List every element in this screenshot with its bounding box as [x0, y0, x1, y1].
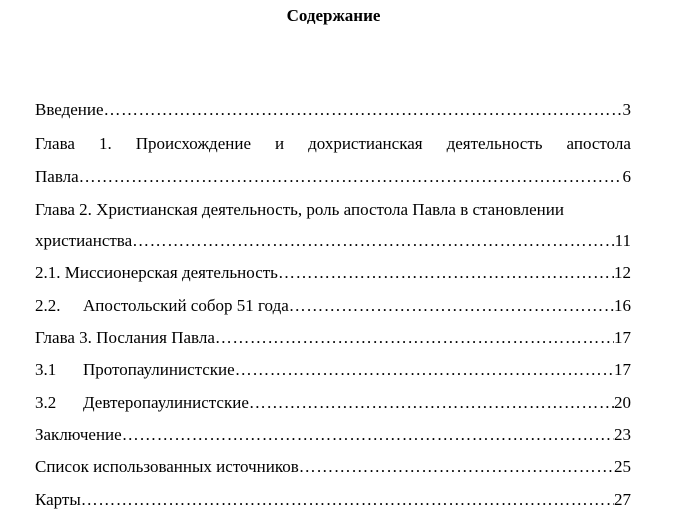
toc-page-number: 11 [614, 231, 631, 250]
toc-entry-references[interactable] [35, 456, 631, 478]
toc-entry-title-line: Глава 1. Происхождение и дохристианская деятельность апостола [35, 134, 631, 153]
toc-entry-label: 2.1. Миссионерская деятельность [35, 263, 278, 282]
toc-entry-maps[interactable] [35, 489, 631, 511]
toc-entry-label: Введение [35, 100, 104, 119]
toc-entry-title-line: Глава 2. Христианская деятельность, роль апостола Павла в становлении [35, 200, 564, 219]
toc-entry-introduction[interactable] [35, 99, 631, 121]
toc-page-number: 17 [614, 328, 631, 347]
toc-page-number: 6 [622, 167, 631, 186]
toc-entry-section-2-1[interactable] [35, 262, 631, 284]
dot-leader [289, 295, 614, 317]
toc-entry-label: Протопаулинистские [83, 360, 235, 379]
toc-entry-label: Апостольский собор 51 года [83, 296, 289, 315]
dot-leader [278, 262, 614, 284]
page-title: Содержание [286, 6, 381, 25]
dot-leader [122, 424, 614, 446]
toc-page-number: 23 [614, 425, 631, 444]
toc-page-number: 27 [614, 490, 631, 509]
dot-leader [81, 489, 614, 511]
dot-leader [215, 327, 614, 349]
dot-leader [104, 99, 623, 121]
toc-entry-chapter-2[interactable] [35, 199, 631, 221]
toc-entry-section-3-1[interactable] [35, 359, 631, 381]
toc-entry-label: Заключение [35, 425, 122, 444]
toc-entry-section-2-2[interactable] [35, 295, 631, 317]
dot-leader [79, 166, 623, 188]
dot-leader [249, 392, 614, 414]
toc-entry-label: Глава 3. Послания Павла [35, 328, 215, 347]
toc-entry-label: Список использованных источников [35, 457, 299, 476]
toc-page-number: 16 [614, 296, 631, 315]
toc-entry-section-3-2[interactable] [35, 392, 631, 414]
toc-entry-chapter-2-continuation[interactable] [35, 230, 631, 252]
toc-entry-chapter-1[interactable] [35, 133, 631, 155]
dot-leader [235, 359, 614, 381]
toc-entry-label: Карты [35, 490, 81, 509]
toc-page-number: 12 [614, 263, 631, 282]
toc-section-number: 3.1 [35, 360, 57, 379]
dot-leader [132, 230, 614, 252]
toc-page-number: 25 [614, 457, 631, 476]
toc-entry-conclusion[interactable] [35, 424, 631, 446]
toc-entry-label: Павла [35, 167, 79, 186]
toc-page-number: 3 [622, 100, 631, 119]
toc-section-number: 3.2 [35, 393, 57, 412]
toc-entry-chapter-3[interactable] [35, 327, 631, 349]
toc-page-number: 20 [614, 393, 631, 412]
dot-leader [299, 456, 614, 478]
toc-entry-label: христианства [35, 231, 133, 250]
toc-entry-chapter-1-continuation[interactable] [35, 166, 631, 188]
toc-page-number: 17 [614, 360, 631, 379]
toc-entry-label: Девтеропаулинистские [83, 393, 249, 412]
toc-section-number: 2.2. [35, 296, 61, 315]
